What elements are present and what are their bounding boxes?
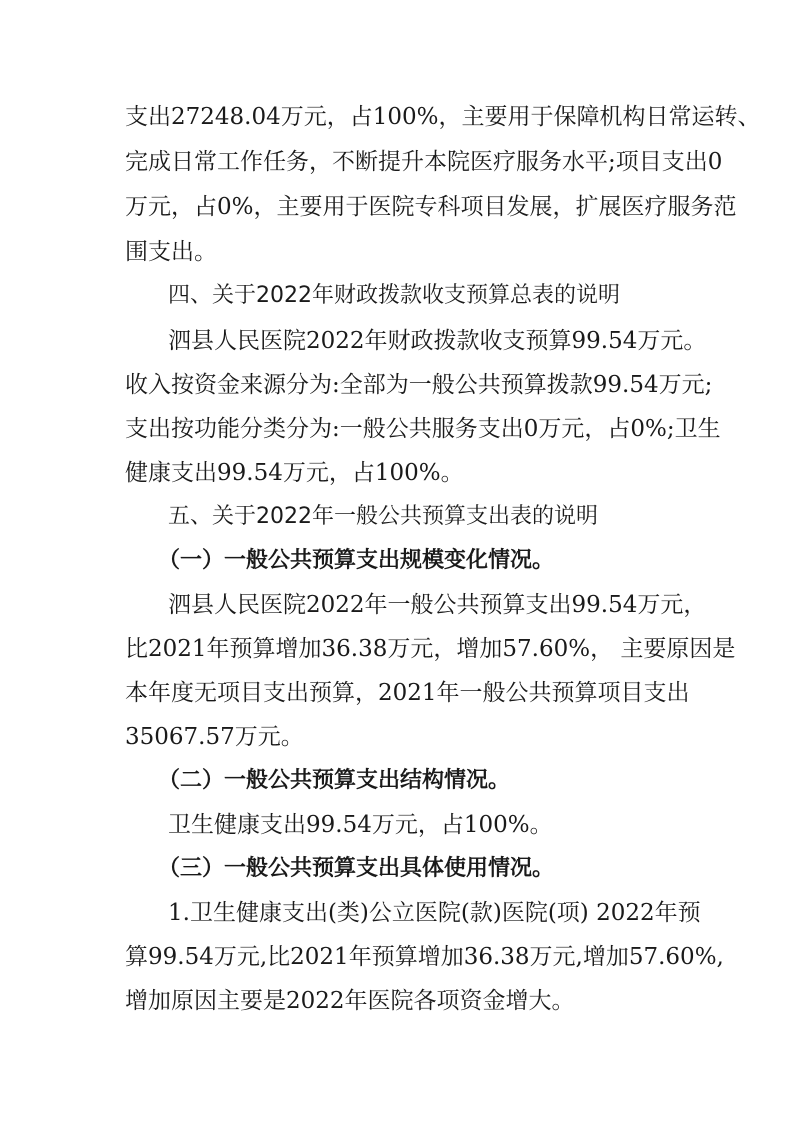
body-text-line: 围支出。 xyxy=(125,239,217,265)
body-text-line: 完成日常工作任务，不断提升本院医疗服务水平;项目支出0 xyxy=(125,149,723,175)
body-text-line: 增加原因主要是2022年医院各项资金增大。 xyxy=(125,988,575,1014)
subsection-heading-3: （三）一般公共预算支出具体使用情况。 xyxy=(158,856,555,881)
body-text-line: 1.卫生健康支出(类)公立医院(款)医院(项) 2022年预 xyxy=(168,900,701,926)
body-text-line: 支出27248.04万元，占100%，主要用于保障机构日常运转、 xyxy=(125,104,761,130)
section-heading-5: 五、关于2022年一般公共预算支出表的说明 xyxy=(168,504,598,529)
body-text-line: 比2021年预算增加36.38万元，增加57.60%， 主要原因是 xyxy=(125,636,736,662)
body-text-line: 收入按资金来源分为:全部为一般公共预算拨款99.54万元; xyxy=(125,372,713,398)
subsection-heading-2: （二）一般公共预算支出结构情况。 xyxy=(158,768,511,793)
body-text-line: 健康支出99.54万元，占100%。 xyxy=(125,460,464,486)
body-text-line: 35067.57万元。 xyxy=(125,724,304,750)
body-text-line: 泗县人民医院2022年一般公共预算支出99.54万元， xyxy=(168,592,707,618)
body-text-line: 支出按功能分类分为:一般公共服务支出0万元，占0%;卫生 xyxy=(125,416,721,442)
subsection-heading-1: （一）一般公共预算支出规模变化情况。 xyxy=(158,548,555,573)
section-heading-4: 四、关于2022年财政拨款收支预算总表的说明 xyxy=(168,283,620,308)
body-text-line: 泗县人民医院2022年财政拨款收支预算99.54万元。 xyxy=(168,328,707,354)
body-text-line: 算99.54万元,比2021年预算增加36.38万元,增加57.60%, xyxy=(125,944,724,970)
body-text-line: 万元，占0%，主要用于医院专科项目发展，扩展医疗服务范 xyxy=(125,194,737,220)
body-text-line: 卫生健康支出99.54万元，占100%。 xyxy=(168,812,553,838)
body-text-line: 本年度无项目支出预算，2021年一般公共预算项目支出 xyxy=(125,680,690,706)
